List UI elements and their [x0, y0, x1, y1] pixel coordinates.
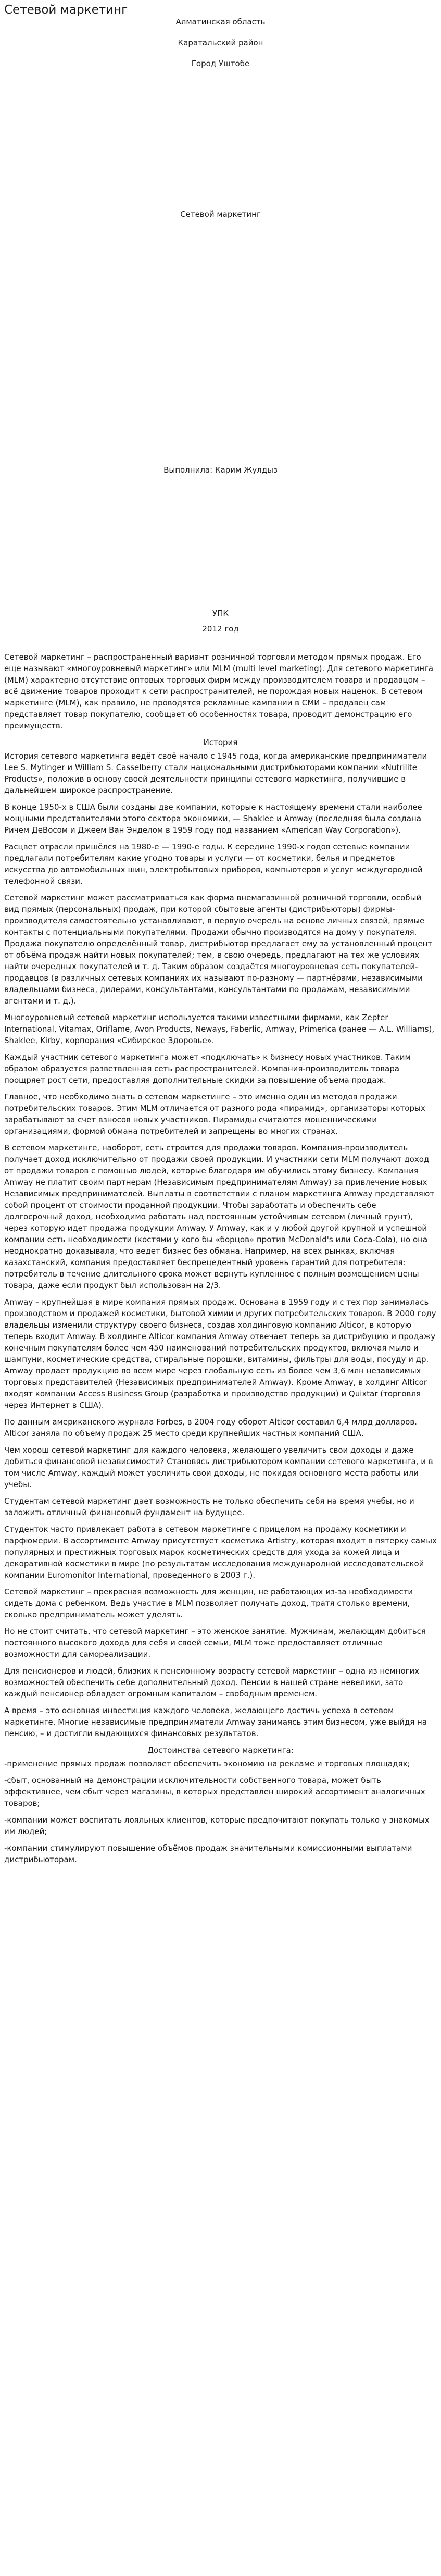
- section-heading-advantages: Достоинства сетевого маркетинга:: [147, 1745, 294, 1755]
- section-heading-history: История: [203, 738, 238, 747]
- document-title: Сетевой маркетинг: [4, 3, 128, 17]
- list-item: -сбыт, основанный на демонстрации исключительности собственного товара, может быть эффективнее, чем сбыт через магазины, в которых представлен широкий ассортимент аналогичных товаров;: [4, 1776, 425, 1808]
- paragraph: Расцвет отрасли пришёлся на 1980-е — 1990-е годы. К середине 1990-х годов сетевые компании предлагали потребителям какие угодно товары и услуги — от косметики, белья и предметов искусства до автомобильных шин, электробытовых приборов, компьютеров и услуг междугородной телефонной связи.: [4, 842, 423, 886]
- paragraph: История сетевого маркетинга ведёт своё начало с 1945 года, когда американские предприниматели Lee S. Mytinger и William S. Casselberry стали национальными дистрибьюторами компании «Nutrilite Products», положив в основу своей деятельности принципы сетевого маркетинга, получившие в дальнейшем широкое распространение.: [4, 751, 427, 795]
- paragraph: В сетевом маркетинге, наоборот, сеть строится для продажи товаров. Компания-производитель получает доход исключительно от продажи своей продукции. И участники сети MLM получают доход от продажи товаров с помощью людей, которые благодаря им обучились этому бизнесу. Компания Amway не платит своим партнерам (Независимым предпринимателям Amway) за привлечение новых Независимых предпринимателей. Выплаты в соответствии с планом маркетинга Amway представляют собой процент от стоимости проданной продукции. Чтобы заработать и обеспечить себе долгосрочный доход, необходимо работать над постоянным устойчивым сетевом (личный грунт), через которую идет продажа продукции Amway. У Amway, как и у любой другой крупной и успешной компании есть необходимости (костями у кого бы «борцов» против McDonald's или Coca-Cola), но она неоднократно доказывала, что ведет бизнес без обмана. Например, на всех рынках, включая казахстанский, компания предоставляет беспрецедентный уровень гарантий для потребителя: потребитель в течение длительного срока может вернуть купленное с полным возмещением цены товара, даже если продукт был использован на 2/3.: [4, 1143, 435, 1290]
- paragraph: Сетевой маркетинг – прекрасная возможность для женщин, не работающих из-за необходимости сидеть дома с ребенком. Ведь участие в MLM позволяет получать доход, тратя столько времени, сколько предприниматель может уделять.: [4, 1587, 413, 1619]
- title-page-header: [0, 11, 441, 74]
- paragraph: В конце 1950-х в США были созданы две компании, которые к настоящему времени стали наиболее мощными представителями этого сектора экономики, — Shaklee и Amway (последняя была создана Ричем ДеВосом и Джеем Ван Энделом в 1959 году под названием «American Way Corporation»).: [4, 802, 422, 835]
- topic-title: Сетевой маркетинг: [180, 209, 261, 219]
- paragraph: Каждый участник сетевого маркетинга может «подключать» к бизнесу новых участников. Таким образом образуется разветвленная сеть распространителей. Компания-производитель товара поощряет рост сети, предоставляя дополнительные скидки за повышение объема продаж.: [4, 1052, 411, 1085]
- district-line: Каратальский район: [178, 38, 263, 47]
- paragraph-intro: Сетевой маркетинг – распространенный вариант розничной торговли методом прямых продаж. Его еще называют «многоуровневый маркетинг» или MLM (multi level marketing). Для сетевого маркетинга (MLM) характерно отсутствие оптовых торговых фирм между производителем товара и продавцом – всё движение товаров проходит к сети распространителей, не порождая новых наценок. В сетевом маркетинге (MLM), как правило, не проводятся рекламные кампании в СМИ – продавец сам представляет товар покупателю, сообщает об особенностях товара, проводит демонстрацию его преимуществ.: [4, 652, 434, 730]
- paragraph: Но не стоит считать, что сетевой маркетинг – это женское занятие. Мужчинам, желающим добиться постоянного высокого дохода для себя и своей семьи, MLM тоже предоставляет отличные возможности для самореализации.: [4, 1627, 426, 1659]
- region-line: Алматинская область: [175, 17, 266, 27]
- list-item: -компании стимулируют повышение объёмов продаж значительными комиссионными выплатами дистрибьюторам.: [4, 1843, 412, 1864]
- city-line: Город Уштобе: [191, 59, 250, 68]
- list-item: -компании может воспитать лояльных клиентов, которые предпочитают покупать только у знакомых им людей;: [4, 1815, 430, 1836]
- author-line: Выполнила: Карим Жулдыз: [163, 465, 278, 475]
- organization-line: УПК: [212, 609, 229, 618]
- year-line: 2012 год: [202, 624, 239, 634]
- paragraph: Многоуровневый сетевой маркетинг используется такими известными фирмами, как Zepter International, Vitamax, Oriflame, Avon Products, Neways, Faberlic, Amway, Primerica (ранее — A.L. Williams), Shaklee, Kirby, корпорация «Сибирское Здоровье».: [4, 1013, 435, 1045]
- paragraph: Сетевой маркетинг может рассматриваться как форма внемагазинной розничной торговли, особый вид прямых (персональных) продаж, при которой сбытовые агенты (дистрибьюторы) фирмы-производителя самостоятельно устанавливают, в первую очередь на основе личных связей, прямые контакты с потенциальными покупателями. Продажи обычно производятся на дому у покупателя. Продажа покупателю определённый товар, дистрибьютор предлагает ему за установленный процент от объёма продаж найти новых покупателей; тем, в свою очередь, предлагают на тех же условиях найти очередных покупателей и т. д. Таким образом создаётся многоуровневая сеть покупателей-продавцов (в различных сетевых компаниях их называют по-разному — партнёрами, независимыми владельцами бизнеса, дилерами, консультантами, консультантами по продажам, независимыми агентами и т. д.).: [4, 893, 433, 1006]
- paragraph: По данным американского журнала Forbes, в 2004 году оборот Alticor составил 6,4 млрд долларов. Alticor заняла по объему продаж 25 место среди крупнейших частных компаний США.: [4, 1417, 417, 1438]
- paragraph: Чем хорош сетевой маркетинг для каждого человека, желающего увеличить свои доходы и даже добиться финансовой независимости? Становясь дистрибьютором компании сетевого маркетинга, и в том числе Amway, каждый может увеличить свои доходы, не покидая основного места работы или учебы.: [4, 1445, 433, 1489]
- paragraph: Для пенсионеров и людей, близких к пенсионному возрасту сетевой маркетинг – одна из немногих возможностей обеспечить себе дополнительный доход. Пенсии в нашей стране невелики, зато каждый пенсионер обладает огромным капиталом – свободным временем.: [4, 1666, 420, 1699]
- paragraph: Главное, что необходимо знать о сетевом маркетинге – это именно один из методов продажи потребительских товаров. Этим MLM отличается от разного рода «пирамид», организаторы которых зарабатывают за счет взносов новых участников. Пирамиды считаются мошенническими организациями, формой обмана потребителей и запрещены во многих странах.: [4, 1092, 425, 1136]
- paragraph: Студенток часто привлекает работа в сетевом маркетинге с прицелом на продажу косметики и парфюмерии. В ассортименте Amway присутствует косметика Artistry, которая входит в пятерку самых популярных и престижных торговых марок косметических средств для ухода за кожей лица и декоративной косметики в мире (по результатам исследования международной исследовательской компании Euromonitor International, проведенного в 2003 г.).: [4, 1525, 437, 1580]
- paragraph: Amway – крупнейшая в мире компания прямых продаж. Основана в 1959 году и с тех пор занималась производством и продажей косметики, бытовой химии и других потребительских товаров. В 2000 году владельцы изменили структуру своего бизнеса, создав холдинговую компанию Alticor, в которую теперь входит Amway. В холдинге Alticor компания Amway отвечает теперь за дистрибуцию и продажу конечным покупателям более чем 450 наименований потребительских продуктов, включая мыло и шампуни, косметические средства, стиральные порошки, витамины, фильтры для воды, посуду и др. Amway продает продукцию во всем мире через глобальную сеть из более чем 3,6 млн независимых торговых представителей (Независимых предпринимателей Amway). Кроме Amway, в холдинг Alticor входят компании Access Business Group (разработка и производство продукции) и Quixtar (торговля через Интернет в США).: [4, 1297, 436, 1410]
- paragraph: А время – это основная инвестиция каждого человека, желающего достичь успеха в сетевом маркетинге. Многие независимые предприниматели Amway занимаясь этим бизнесом, уже выйдя на пенсию, – и достигли выдающихся финансовых результатов.: [4, 1706, 427, 1738]
- paragraph: Студентам сетевой маркетинг дает возможность не только обеспечить себя на время учебы, но и заложить отличный финансовый фундамент на будущее.: [4, 1496, 414, 1517]
- list-item: -применение прямых продаж позволяет обеспечить экономию на рекламе и торговых площадях;: [4, 1759, 410, 1768]
- document-body: [4, 651, 437, 1871]
